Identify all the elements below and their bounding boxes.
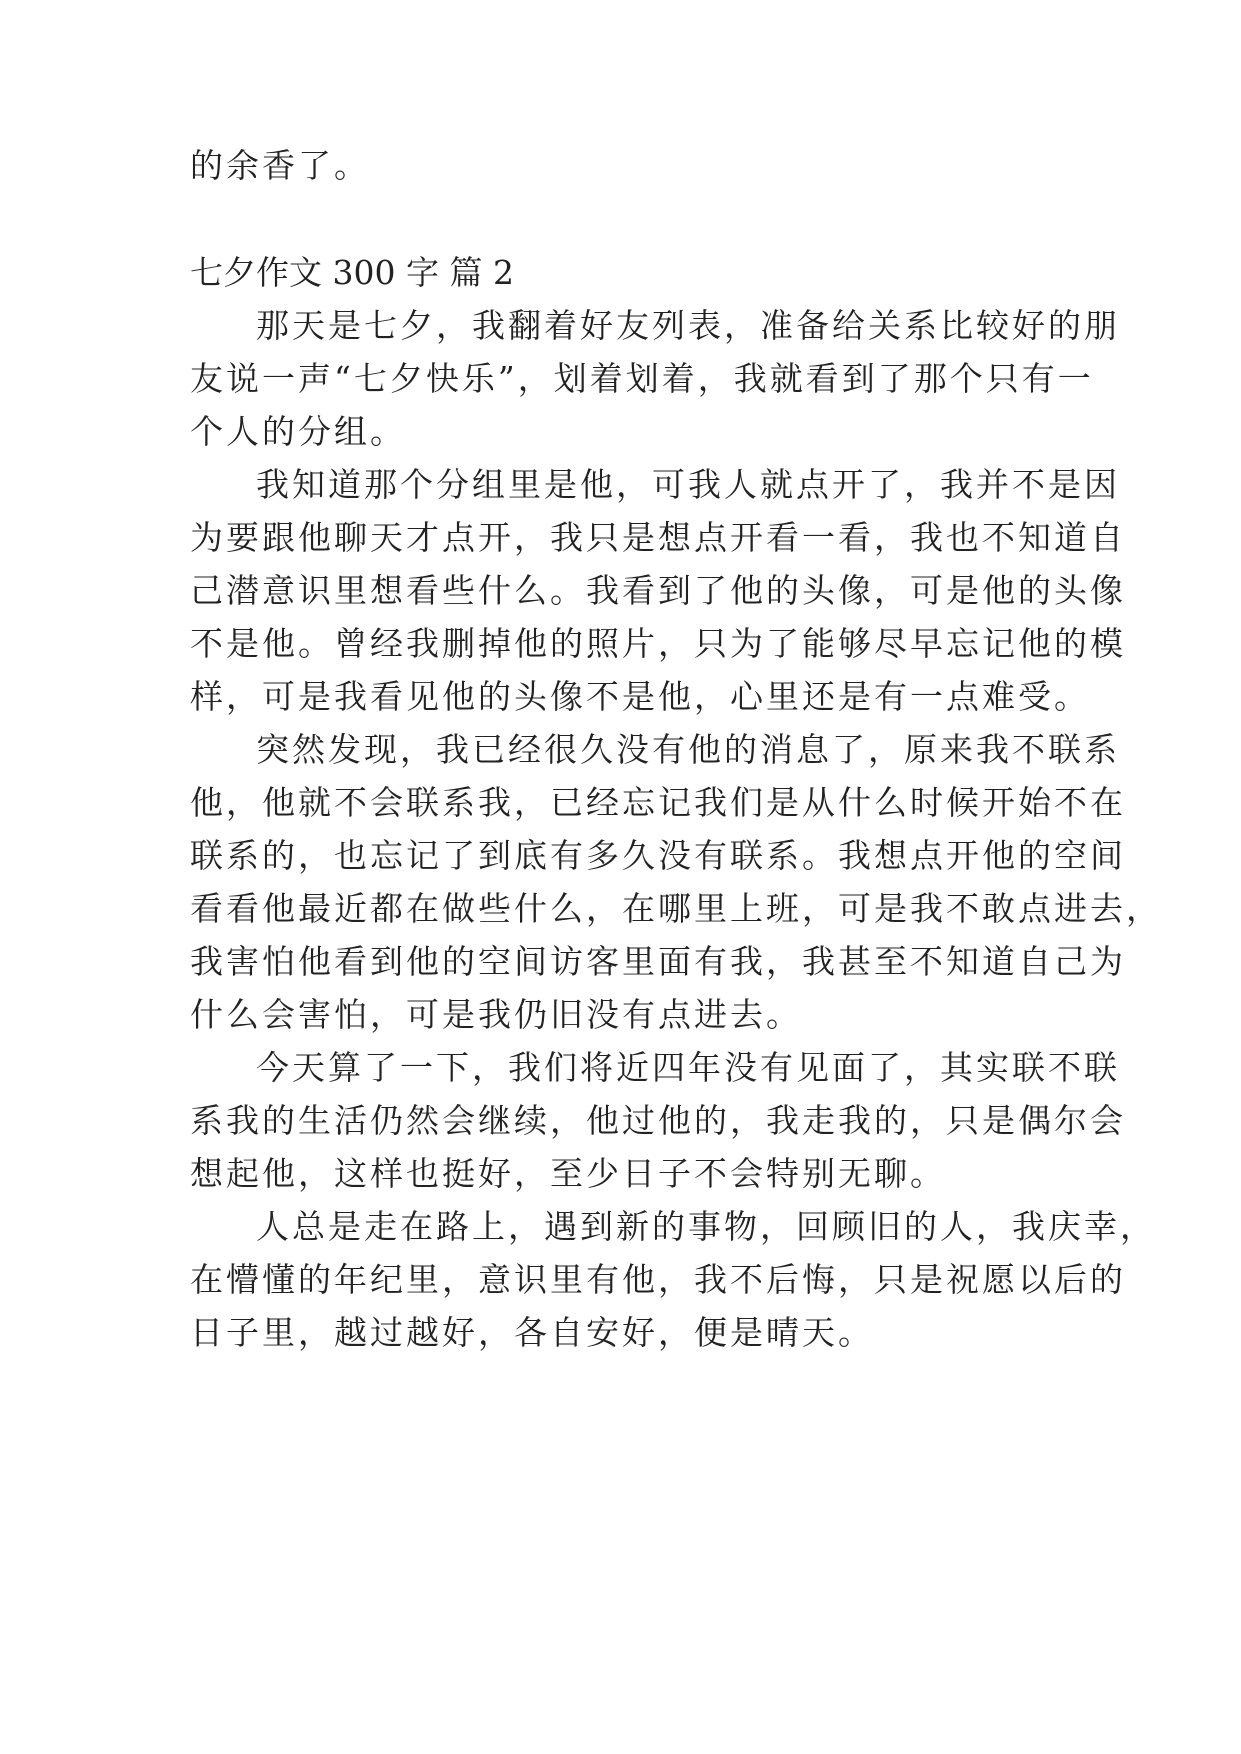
text-line: 人总是走在路上，遇到新的事物，回顾旧的人，我庆幸， bbox=[256, 1207, 1156, 1246]
text-line: 在懵懂的年纪里，意识里有他，我不后悔，只是祝愿以后的 bbox=[190, 1260, 1126, 1299]
text-line: 今天算了一下，我们将近四年没有见面了，其实联不联 bbox=[256, 1048, 1120, 1087]
text-line: 系我的生活仍然会继续，他过他的，我走我的，只是偶尔会 bbox=[190, 1101, 1126, 1140]
text-line: 己潜意识里想看些什么。我看到了他的头像，可是他的头像 bbox=[190, 571, 1126, 610]
text-line: 什么会害怕，可是我仍旧没有点进去。 bbox=[190, 995, 802, 1034]
text-line: 我害怕他看到他的空间访客里面有我，我甚至不知道自己为 bbox=[190, 942, 1126, 981]
text-line: 样，可是我看见他的头像不是他，心里还是有一点难受。 bbox=[190, 677, 1090, 716]
text-line: 日子里，越过越好，各自安好，便是晴天。 bbox=[190, 1313, 874, 1352]
text-line: 不是他。曾经我删掉他的照片，只为了能够尽早忘记他的模 bbox=[190, 624, 1126, 663]
text-line: 个人的分组。 bbox=[190, 412, 406, 451]
text-line: 突然发现，我已经很久没有他的消息了，原来我不联系 bbox=[256, 730, 1120, 769]
text-line: 那天是七夕，我翻着好友列表，准备给关系比较好的朋 bbox=[256, 306, 1120, 345]
text-line: 为要跟他聊天才点开，我只是想点开看一看，我也不知道自 bbox=[190, 518, 1126, 557]
section-heading: 七夕作文 300 字 篇 2 bbox=[190, 253, 514, 292]
text-line: 想起他，这样也挺好，至少日子不会特别无聊。 bbox=[190, 1154, 946, 1193]
text-line: 他，他就不会联系我，已经忘记我们是从什么时候开始不在 bbox=[190, 783, 1126, 822]
text-line: 友说一声“七夕快乐”，划着划着，我就看到了那个只有一 bbox=[190, 359, 1094, 398]
text-line: 的余香了。 bbox=[190, 146, 370, 185]
text-line: 联系的，也忘记了到底有多久没有联系。我想点开他的空间 bbox=[190, 836, 1126, 875]
text-line: 看看他最近都在做些什么，在哪里上班，可是我不敢点进去， bbox=[190, 889, 1162, 928]
text-line: 我知道那个分组里是他，可我人就点开了，我并不是因 bbox=[256, 465, 1120, 504]
